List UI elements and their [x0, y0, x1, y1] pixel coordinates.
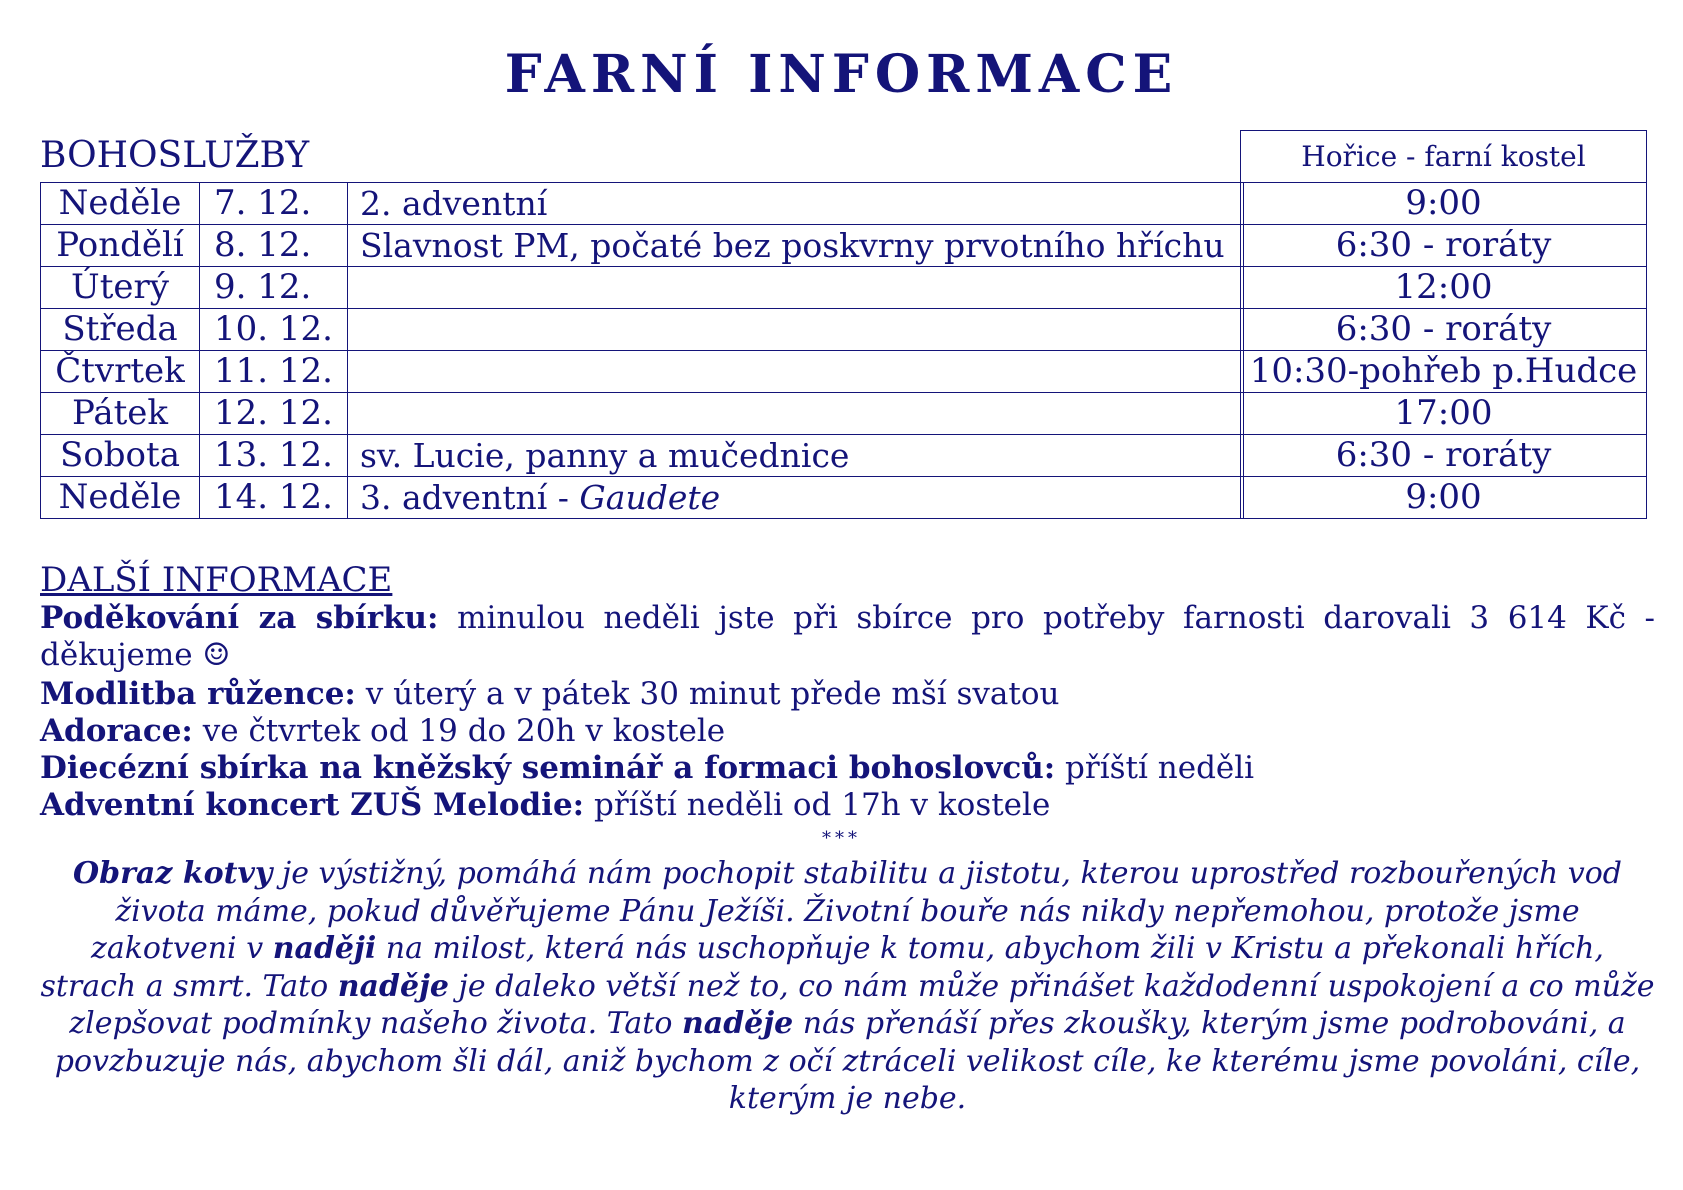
table-row [1241, 435, 1647, 477]
quote-bold: Obraz kotvy [73, 856, 273, 891]
info-text: v úterý a v pátek 30 minut přede mší svatou [355, 676, 1060, 712]
time-cell: 10:30-pohřeb p.Hudce [1241, 351, 1647, 393]
info-collection [40, 750, 1655, 787]
event-cell [348, 267, 1244, 309]
table-row [41, 267, 1244, 309]
info-text: minulou neděli jste při sbírce pro potřeby farnosti darovali 3 614 Kč - děkujeme ☺ [40, 600, 1655, 673]
day-cell: Pátek [41, 393, 200, 435]
church-header: Hořice - farní kostel [1241, 131, 1647, 183]
table-row [1241, 225, 1647, 267]
date-cell: 12. 12. [200, 393, 348, 435]
date-cell: 8. 12. [200, 225, 348, 267]
schedule-table [40, 182, 1244, 519]
table-row [1241, 131, 1647, 183]
time-cell: 9:00 [1241, 183, 1647, 225]
time-cell: 6:30 - roráty [1241, 225, 1647, 267]
info-text: příští neděli od 17h v kostele [584, 787, 1051, 823]
reflection-paragraph [40, 855, 1655, 1118]
time-cell: 6:30 - roráty [1241, 309, 1647, 351]
event-cell [348, 351, 1244, 393]
info-label: Diecézní sbírka na kněžský seminář a formaci bohoslovců: [40, 750, 1056, 786]
table-row [41, 309, 1244, 351]
day-cell: Čtvrtek [41, 351, 200, 393]
info-thanks [40, 600, 1655, 674]
table-row [1241, 267, 1647, 309]
time-cell: 9:00 [1241, 477, 1647, 519]
table-row [41, 393, 1244, 435]
services-heading: BOHOSLUŽBY [40, 135, 310, 176]
event-italic-text: Gaudete [579, 478, 721, 517]
quote-bold: naděje [681, 1006, 794, 1041]
table-row [1241, 393, 1647, 435]
info-text: příští neděli [1055, 750, 1255, 786]
info-concert [40, 787, 1655, 824]
table-row [1241, 183, 1647, 225]
table-row [41, 435, 1244, 477]
day-cell: Středa [41, 309, 200, 351]
quote-text: nás přenáší přes zkoušky, kterým jsme podrobováni, a povzbuzuje nás, abychom šli dál, aniž bychom z očí ztráceli velikost cíle, ke kterému jsme povoláni, cíle, kterým je nebe. [54, 1006, 1641, 1116]
table-row [41, 225, 1244, 267]
info-label: Adventní koncert ZUŠ Melodie: [40, 787, 585, 823]
quote-bold: naděje [337, 968, 450, 1004]
date-cell: 10. 12. [200, 309, 348, 351]
date-cell: 11. 12. [200, 351, 348, 393]
event-text: Slavnost PM, počaté bez poskvrny prvotního hříchu [360, 226, 1225, 265]
event-cell [348, 477, 1244, 519]
quote-text: je daleko větší než to, co nám může přinášet každodenní uspokojení a co může zlepšovat podmínky našeho života. Tato [69, 968, 1655, 1041]
date-cell: 9. 12. [200, 267, 348, 309]
date-cell: 13. 12. [200, 435, 348, 477]
quote-text: je výstižný, pomáhá nám pochopit stabilitu a jistotu, kterou uprostřed rozbouřených vod života máme, pokud důvěřujeme Pánu Ježíši. Životní bouře nás nikdy nepřemohou, protože jsme zakotveni v [91, 856, 1622, 966]
table-row [1241, 309, 1647, 351]
day-cell: Neděle [41, 477, 200, 519]
quote-bold: naději [272, 931, 377, 966]
event-text: 3. adventní - [360, 478, 580, 517]
day-cell: Neděle [41, 183, 200, 225]
event-cell [348, 183, 1244, 225]
time-cell: 12:00 [1241, 267, 1647, 309]
table-row [1241, 477, 1647, 519]
event-cell [348, 393, 1244, 435]
info-label: Modlitba růžence: [40, 676, 356, 712]
date-cell: 14. 12. [200, 477, 348, 519]
day-cell: Úterý [41, 267, 200, 309]
info-label: Poděkování za sbírku: [40, 600, 439, 636]
event-text: sv. Lucie, panny a mučednice [360, 436, 850, 475]
event-text: 2. adventní [360, 184, 548, 223]
event-cell [348, 435, 1244, 477]
info-text: ve čtvrtek od 19 do 20h v kostele [192, 713, 726, 749]
church-times-table [1240, 130, 1647, 519]
event-cell [348, 225, 1244, 267]
separator: *** [822, 828, 861, 849]
info-label: Adorace: [40, 713, 193, 749]
day-cell: Sobota [41, 435, 200, 477]
table-row [41, 351, 1244, 393]
page-title: FARNÍ INFORMACE [504, 44, 1179, 105]
table-row [1241, 351, 1647, 393]
time-cell: 6:30 - roráty [1241, 435, 1647, 477]
table-row [41, 183, 1244, 225]
event-cell [348, 309, 1244, 351]
info-rosary [40, 676, 1655, 713]
day-cell: Pondělí [41, 225, 200, 267]
date-cell: 7. 12. [200, 183, 348, 225]
time-cell: 17:00 [1241, 393, 1647, 435]
more-info-heading: DALŠÍ INFORMACE [40, 560, 393, 600]
quote-text: na milost, která nás uschopňuje k tomu, abychom žili v Kristu a překonali hřích, strach a smrt. Tato [40, 931, 1604, 1004]
info-adoration [40, 713, 1655, 750]
table-row [41, 477, 1244, 519]
